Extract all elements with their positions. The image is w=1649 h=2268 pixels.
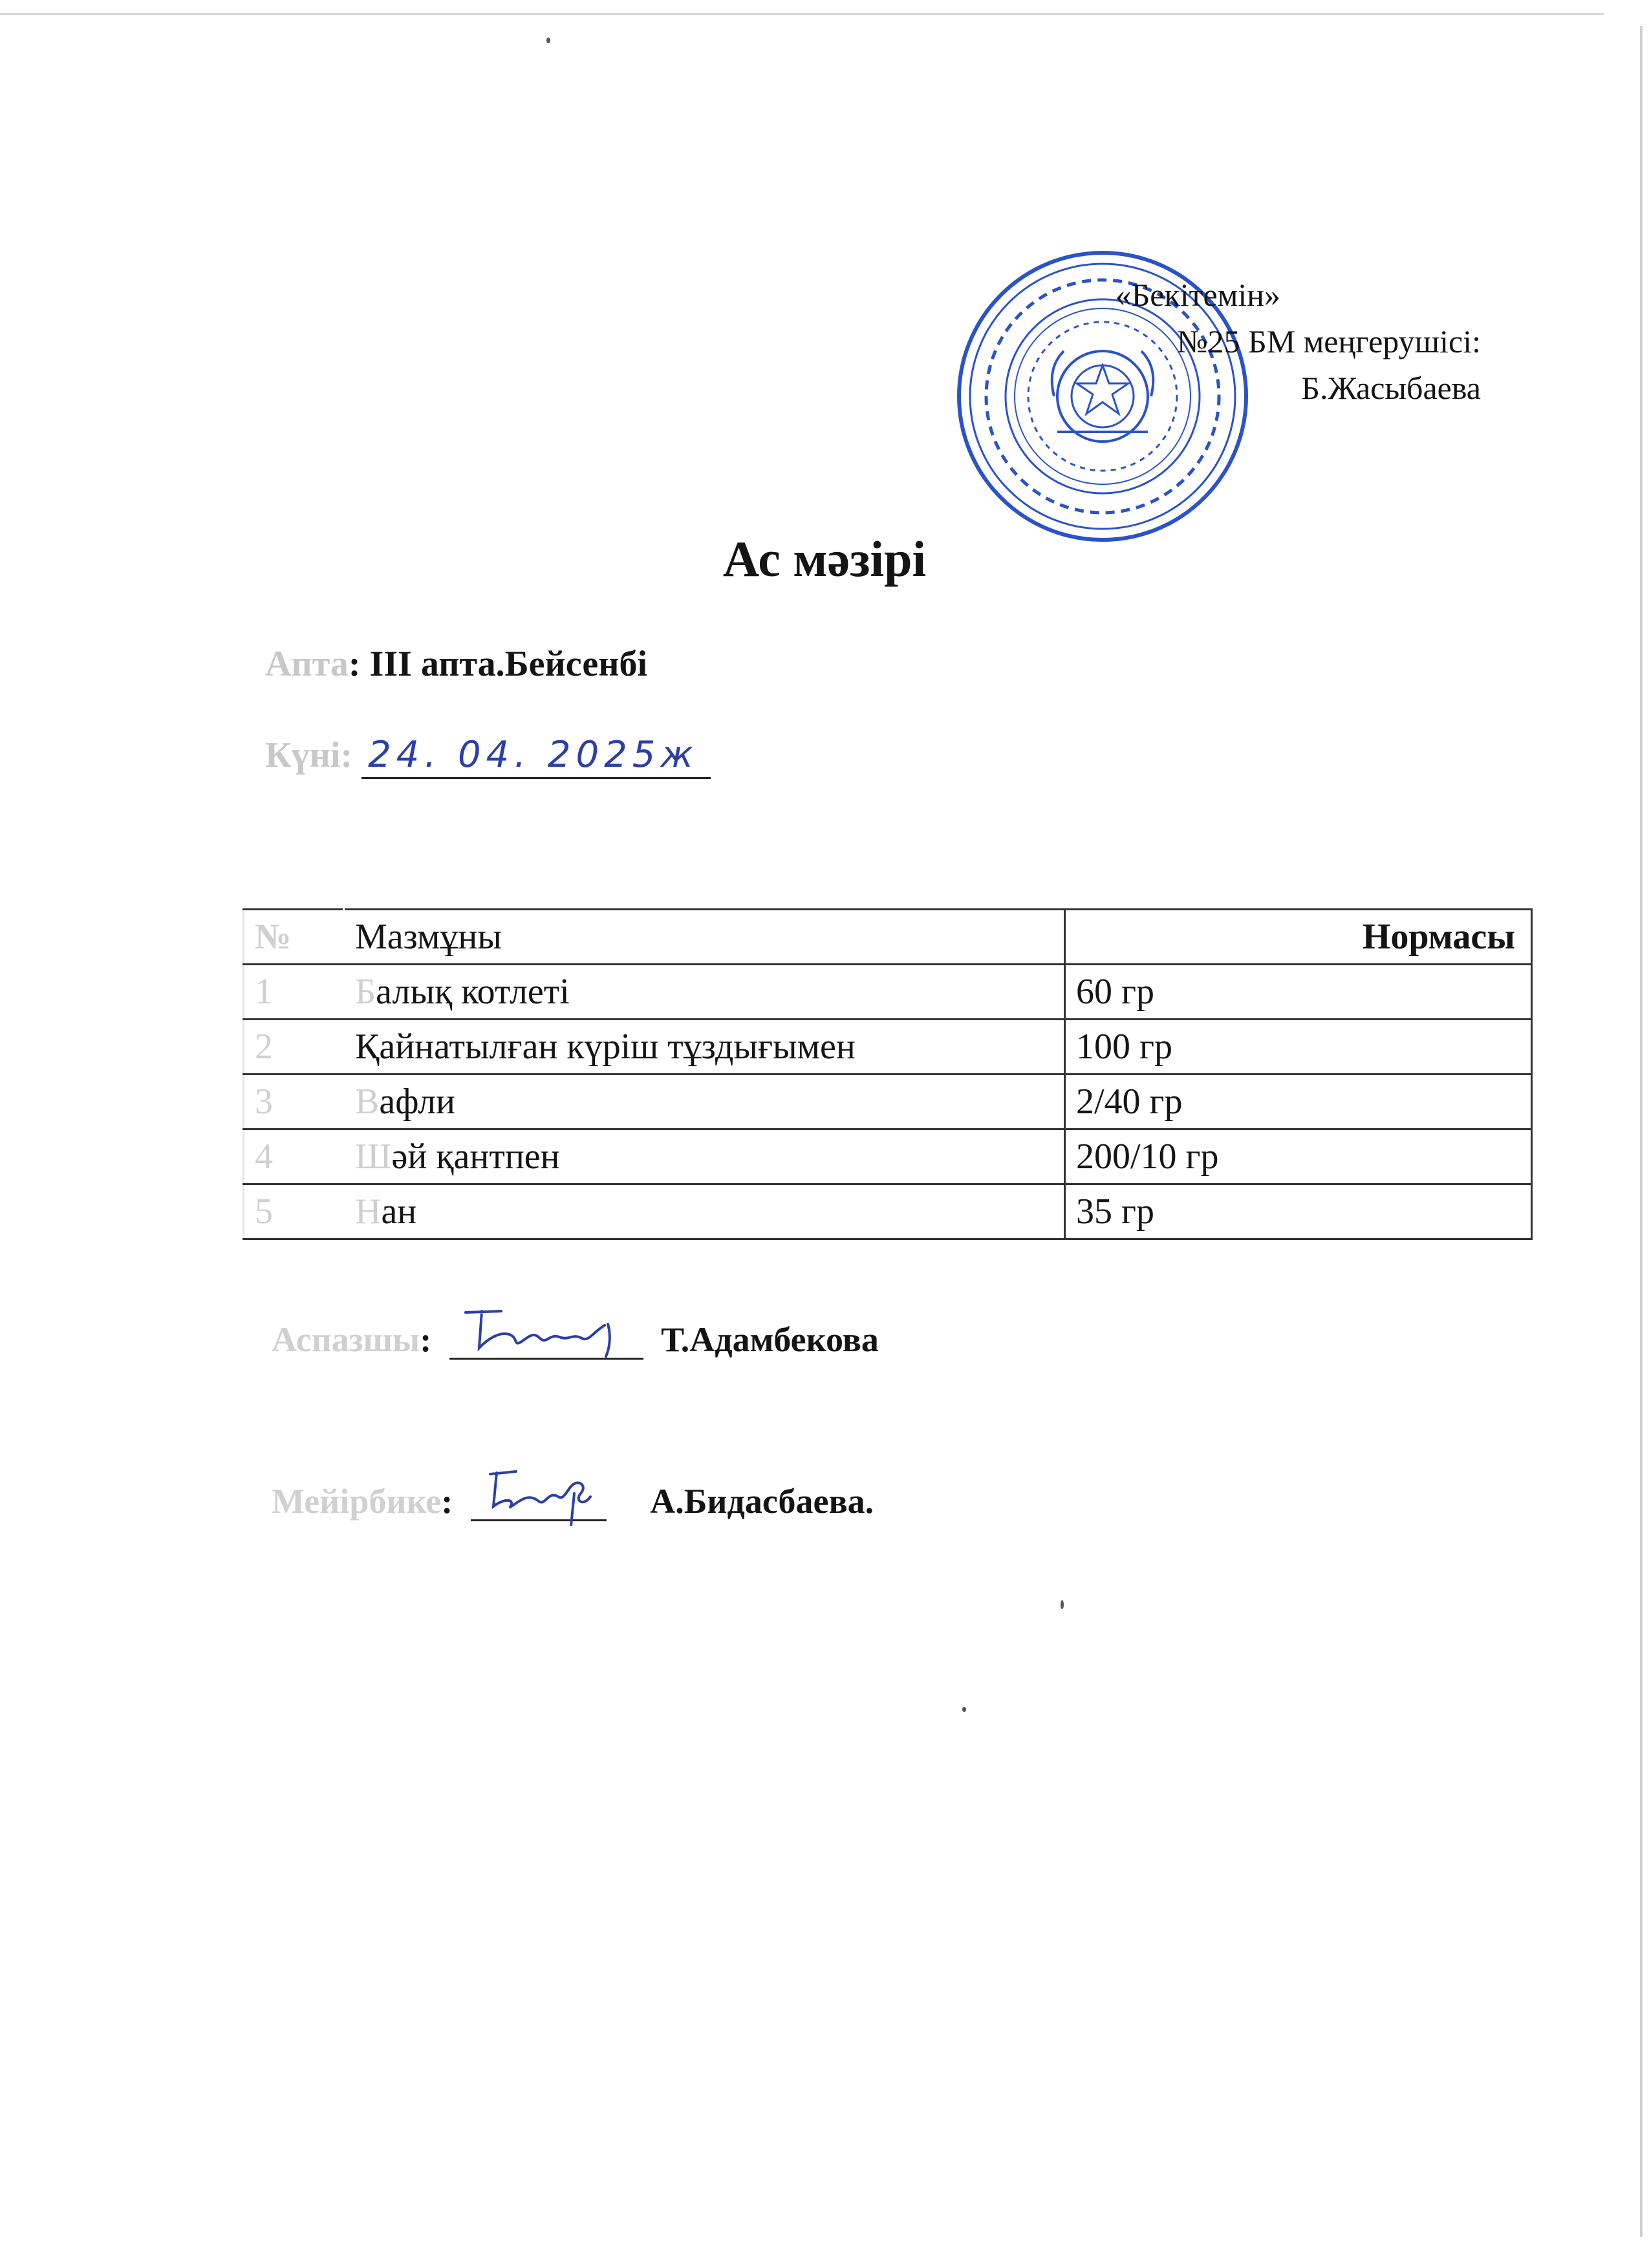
nurse-signature-field: [471, 1481, 607, 1521]
row-norm: 35 гр: [1065, 1184, 1532, 1239]
nurse-colon: :: [441, 1482, 453, 1521]
row-content-faded: В: [355, 1082, 380, 1122]
week-line: [265, 643, 647, 685]
row-content-text: Қайнатылған күріш тұздығымен: [355, 1027, 856, 1067]
row-content: [344, 1184, 1065, 1239]
date-label-faded: Күні: [265, 735, 341, 775]
row-content: [344, 965, 1065, 1020]
row-content-text: ан: [381, 1192, 417, 1232]
table-row: [244, 1184, 1532, 1239]
date-handwritten-value: 24. 04. 2025ж: [368, 734, 698, 776]
cook-name: Т.Адамбекова: [661, 1320, 879, 1359]
cook-label-faded: Аспазшы: [272, 1320, 420, 1359]
approval-block: [1028, 272, 1481, 411]
approval-name: Б.Жасыбаева: [1301, 370, 1481, 406]
approval-heading: «Бекітемін»: [1115, 277, 1280, 313]
row-norm: 100 гр: [1065, 1020, 1532, 1075]
row-norm: 2/40 гр: [1065, 1075, 1532, 1129]
nurse-label-faded: Мейірбике: [272, 1482, 442, 1521]
row-content: [344, 1020, 1065, 1075]
row-norm: 200/10 гр: [1065, 1129, 1532, 1184]
header-norm: Нормасы: [1065, 910, 1532, 965]
nurse-signature-line: [272, 1481, 874, 1521]
table-row: [244, 1075, 1532, 1129]
nurse-handwritten-signature: [477, 1461, 607, 1526]
date-colon: :: [340, 735, 353, 775]
cook-handwritten-signature: [456, 1300, 637, 1358]
row-content-text: алық котлеті: [376, 972, 570, 1012]
row-content: [344, 1129, 1065, 1184]
menu-table: [242, 908, 1533, 1240]
row-norm: 60 гр: [1065, 965, 1532, 1020]
week-label-faded: Апта: [265, 644, 349, 684]
date-line: [265, 734, 711, 779]
cook-signature-line: [272, 1319, 879, 1360]
row-num: 1: [244, 965, 344, 1020]
row-num: 2: [244, 1020, 344, 1075]
page-title: Ас мәзірі: [722, 531, 927, 587]
table-row: [244, 965, 1532, 1020]
approval-position: №25 БМ меңгерушісі:: [1176, 323, 1481, 359]
row-num: 3: [244, 1075, 344, 1129]
cook-signature-field: [449, 1319, 643, 1360]
cook-colon: :: [420, 1320, 432, 1359]
row-num: 4: [244, 1129, 344, 1184]
row-content-faded: Б: [355, 972, 376, 1012]
table-row: [244, 1129, 1532, 1184]
row-content-text: әй қантпен: [391, 1137, 560, 1177]
scan-speck: [546, 37, 550, 43]
scan-edge-top: [0, 13, 1604, 15]
table-header-row: [244, 910, 1532, 965]
week-value: : III апта.Бейсенбі: [348, 644, 648, 684]
scan-edge-right: [1640, 26, 1643, 2237]
date-field: [361, 734, 711, 779]
table-row: [244, 1020, 1532, 1075]
row-content-faded: Ш: [355, 1137, 392, 1177]
row-content-text: афли: [379, 1082, 456, 1122]
scan-speck: [962, 1707, 966, 1712]
scan-speck: [1061, 1600, 1064, 1609]
header-num: №: [244, 910, 344, 965]
row-num: 5: [244, 1184, 344, 1239]
header-content: Мазмұны: [344, 910, 1065, 965]
row-content-faded: Н: [355, 1192, 382, 1232]
nurse-name: А.Бидасбаева.: [650, 1482, 874, 1521]
row-content: [344, 1075, 1065, 1129]
